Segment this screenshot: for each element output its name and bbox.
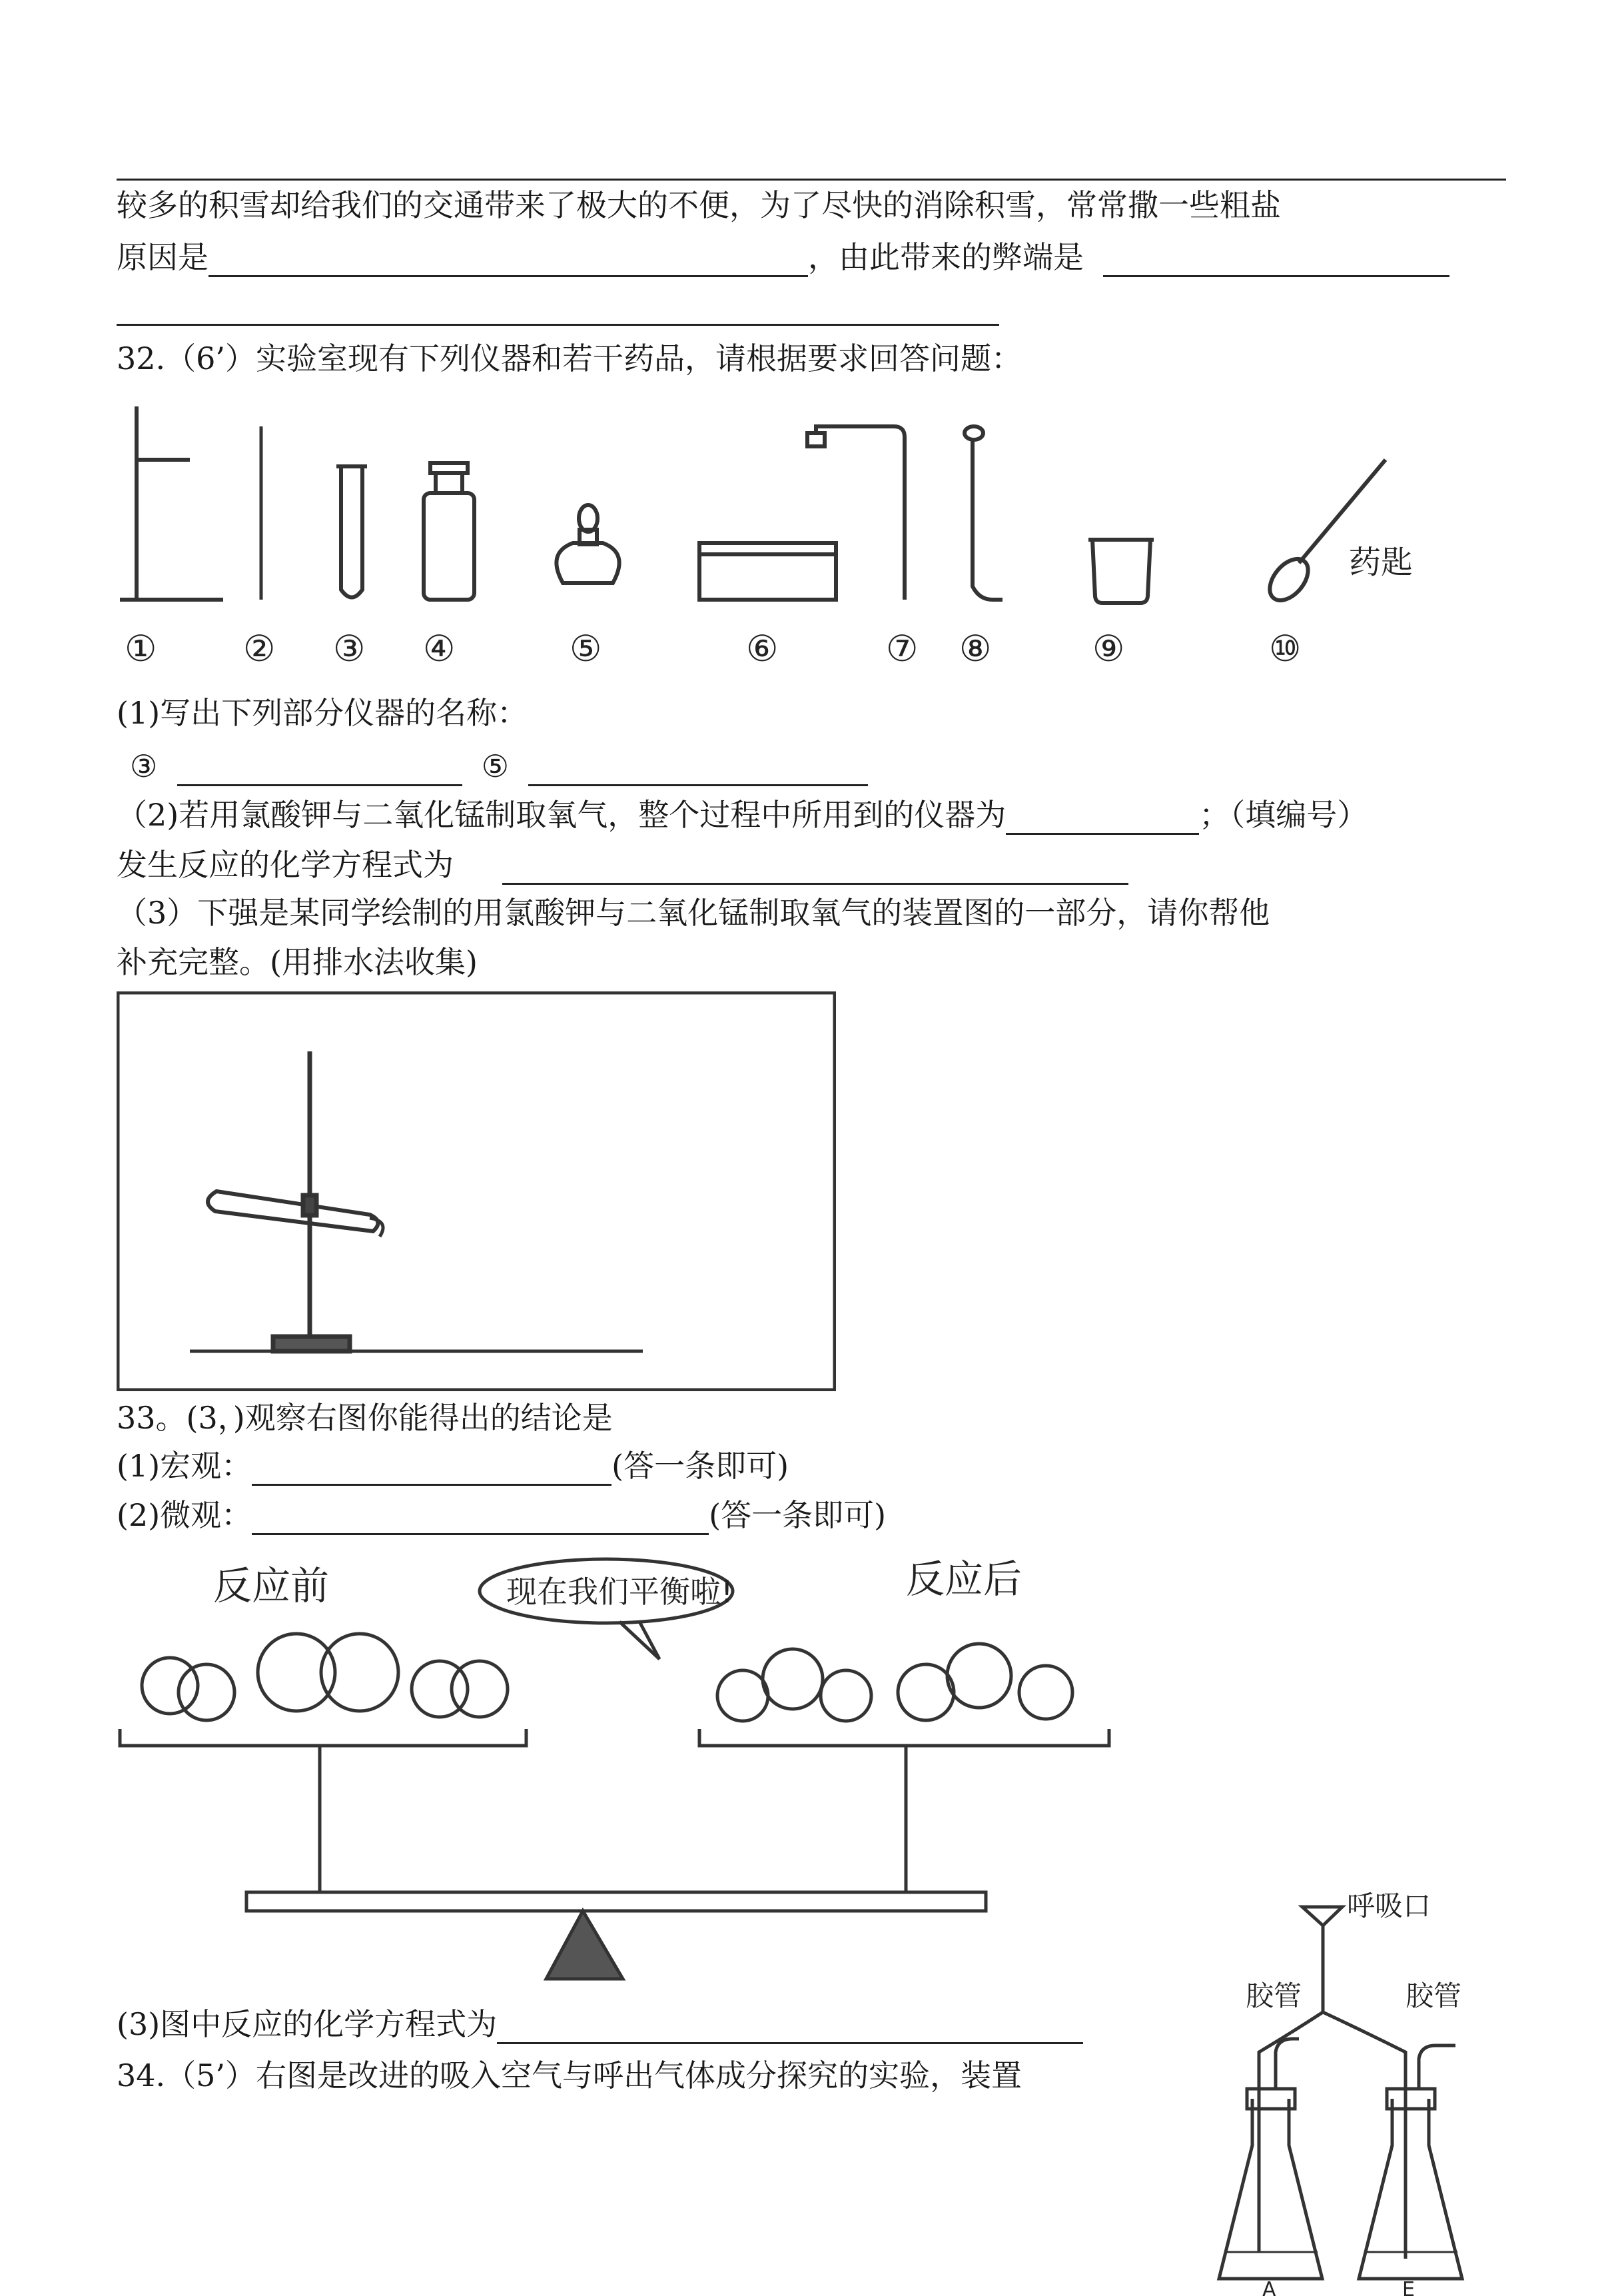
speech-text: 现在我们平衡啦!	[506, 1574, 733, 1610]
q31-drawback-blank[interactable]	[1103, 242, 1449, 277]
instrument-number: ⑩	[1269, 628, 1302, 670]
q32-sub2-text: （2)若用氯酸钾与二氧化锰制取氧气，整个过程中所用到的仪器为	[117, 797, 1007, 833]
q32-sub2	[117, 795, 1368, 835]
instrument-number: ⑨	[1092, 628, 1125, 670]
mouth-label: 呼吸口	[1347, 1890, 1431, 1922]
q33-macro-tail: (答一条即可)	[611, 1448, 789, 1484]
q33-sub1	[117, 1446, 789, 1486]
q32-sub2-tail: ；（填编号）	[1199, 797, 1368, 833]
spoon-label: 药匙	[1349, 544, 1414, 581]
instrument-number: ④	[423, 628, 456, 670]
q31-reason-label: 原因是	[117, 239, 208, 275]
item3-name-blank[interactable]	[177, 751, 462, 786]
instrument-number: ⑦	[886, 628, 919, 670]
q32-sub1: (1)写出下列部分仪器的名称：	[117, 695, 528, 731]
q31-drawback-label: ，由此带来的弊端是	[808, 239, 1084, 275]
spoon-icon	[1262, 460, 1386, 608]
flask-b-label: E	[1402, 2278, 1415, 2296]
micro-blank[interactable]	[252, 1500, 709, 1535]
balance-scale-icon	[120, 1729, 1109, 1979]
q31-line1: 较多的积雪却给我们的交通带来了极大的不便，为了尽快的消除积雪，常常撒一些粗盐	[117, 187, 1281, 223]
breathing-apparatus-figure	[1199, 1879, 1519, 2296]
q33-macro-label: (1)宏观：	[117, 1448, 252, 1484]
delivery-tube-icon	[807, 426, 905, 600]
item5-label: ⑤	[481, 748, 509, 784]
top-rule	[117, 179, 1506, 181]
instruments-figure	[107, 400, 1479, 680]
item5-name-blank[interactable]	[528, 751, 868, 786]
q32-sub2-line2	[117, 845, 1128, 885]
q33-title: 33。(3，)观察右图你能得出的结论是	[117, 1400, 613, 1436]
instrument-number: ②	[243, 628, 276, 670]
instrument-number: ①	[125, 628, 157, 670]
test-tube-icon	[336, 466, 367, 598]
instrument-number-labels	[125, 628, 1301, 670]
q33-equation-label: (3)图中反应的化学方程式为	[117, 2006, 498, 2042]
flask-b-icon	[1359, 2045, 1462, 2279]
after-label: 反应后	[906, 1556, 1022, 1602]
equation-blank[interactable]	[502, 850, 1128, 885]
tube-right-label: 胶管	[1406, 1980, 1462, 2012]
q32-sub3-line1: （3）下强是某同学绘制的用氯酸钾与二氧化锰制取氧气的装置图的一部分，请你帮他	[117, 895, 1270, 931]
before-label: 反应前	[213, 1563, 330, 1608]
q32-title: 32.（6’）实验室现有下列仪器和若干药品，请根据要求回答问题：	[117, 340, 1022, 376]
q31-reason-blank[interactable]	[208, 242, 808, 277]
equation-label: 发生反应的化学方程式为	[117, 847, 454, 883]
u-tube-icon	[965, 426, 1003, 600]
instruments-blank[interactable]	[1006, 800, 1199, 835]
macro-blank[interactable]	[252, 1450, 611, 1486]
q34-title: 34.（5’）右图是改进的吸入空气与呼出气体成分探究的实验，装置	[117, 2057, 1022, 2093]
q32-sub3-line2: 补充完整。(用排水法收集)	[117, 944, 478, 980]
q31-line2	[117, 237, 1449, 277]
q33-sub2	[117, 1495, 886, 1535]
q33-micro-tail: (答一条即可)	[709, 1497, 887, 1533]
reaction-equation-blank[interactable]	[497, 2009, 1083, 2044]
reagent-bottle-icon	[424, 463, 474, 600]
molecules-before-icon	[142, 1634, 508, 1720]
balance-cartoon	[113, 1552, 1112, 1992]
speech-bubble	[480, 1559, 733, 1659]
instrument-number: ⑧	[959, 628, 992, 670]
water-trough-icon	[699, 543, 836, 600]
molecules-after-icon	[717, 1644, 1072, 1721]
q32-sub1-answers	[130, 746, 868, 786]
beaker-icon	[1088, 540, 1154, 603]
stand-with-test-tube-icon	[190, 1051, 643, 1351]
instrument-number: ⑥	[746, 628, 779, 670]
item3-label: ③	[130, 748, 158, 784]
flask-a-label: A	[1262, 2278, 1276, 2296]
iron-stand-icon	[120, 406, 223, 600]
instrument-number: ⑤	[570, 628, 602, 670]
flask-a-icon	[1219, 2039, 1322, 2279]
q33-sub3	[117, 2004, 1083, 2044]
q33-micro-label: (2)微观：	[117, 1497, 252, 1533]
instrument-number: ③	[333, 628, 366, 670]
q31-answer-line[interactable]	[117, 324, 999, 326]
alcohol-lamp-icon	[556, 505, 619, 583]
apparatus-drawing-box[interactable]	[117, 991, 836, 1391]
tube-left-label: 胶管	[1246, 1980, 1302, 2012]
